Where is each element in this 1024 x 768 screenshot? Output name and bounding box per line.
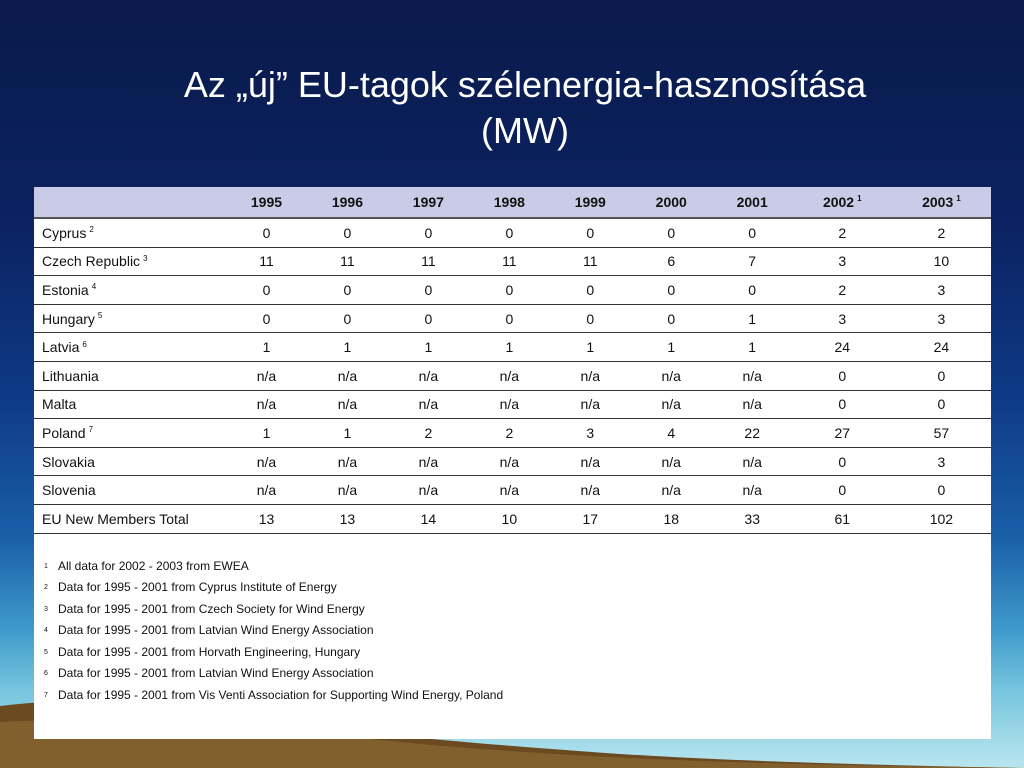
year-label: 1996 bbox=[331, 194, 363, 210]
footnote-text: Data for 1995 - 2001 from Latvian Wind Energy Association bbox=[58, 623, 374, 638]
year-label: 2003 bbox=[922, 194, 954, 210]
value-cell: 11 bbox=[388, 247, 469, 276]
table-row bbox=[34, 361, 991, 390]
footnote-marker: 4 bbox=[44, 627, 48, 635]
value-cell: 0 bbox=[892, 476, 991, 505]
value-cell: 1 bbox=[712, 333, 793, 362]
footnote-text: Data for 1995 - 2001 from Czech Society for Wind Energy bbox=[58, 601, 365, 616]
value-cell: 0 bbox=[388, 304, 469, 333]
table-header-year bbox=[631, 187, 712, 218]
footnote-marker: 6 bbox=[82, 339, 87, 349]
value-cell: 0 bbox=[892, 390, 991, 419]
value-cell: 13 bbox=[307, 504, 388, 533]
footnote-marker: 1 bbox=[44, 562, 48, 570]
value-cell: 0 bbox=[307, 304, 388, 333]
value-cell: 0 bbox=[631, 304, 712, 333]
value-cell: 0 bbox=[712, 276, 793, 305]
table-row bbox=[34, 447, 991, 476]
value-cell: 0 bbox=[469, 304, 550, 333]
value-cell: n/a bbox=[631, 361, 712, 390]
country-name: Malta bbox=[42, 396, 77, 413]
value-cell: n/a bbox=[388, 447, 469, 476]
value-cell: 2 bbox=[892, 218, 991, 247]
value-cell: 1 bbox=[226, 333, 307, 362]
table-row bbox=[34, 247, 991, 276]
footnote-text: All data for 2002 - 2003 from EWEA bbox=[58, 558, 249, 573]
value-cell: 0 bbox=[550, 276, 631, 305]
country-name: Estonia bbox=[42, 281, 89, 298]
table-row bbox=[34, 333, 991, 362]
value-cell: 24 bbox=[793, 333, 892, 362]
slide-title-line-2: (MW) bbox=[481, 110, 569, 151]
value-cell: n/a bbox=[712, 476, 793, 505]
value-cell: 0 bbox=[388, 218, 469, 247]
year-label: 1995 bbox=[250, 194, 283, 210]
table-row bbox=[34, 476, 991, 505]
value-cell: n/a bbox=[307, 447, 388, 476]
year-label: 1998 bbox=[493, 194, 525, 210]
value-cell: 0 bbox=[793, 476, 892, 505]
country-name-cell bbox=[34, 276, 226, 305]
footnote-marker: 1 bbox=[956, 194, 961, 204]
value-cell: 2 bbox=[388, 419, 469, 448]
value-cell: n/a bbox=[712, 390, 793, 419]
value-cell: n/a bbox=[388, 361, 469, 390]
value-cell: 0 bbox=[307, 276, 388, 305]
value-cell: 0 bbox=[631, 276, 712, 305]
value-cell: 33 bbox=[712, 504, 793, 533]
value-cell: 0 bbox=[469, 276, 550, 305]
table-header-country bbox=[34, 187, 226, 218]
value-cell: n/a bbox=[631, 390, 712, 419]
year-label: 1997 bbox=[412, 194, 444, 210]
table-header-year bbox=[469, 187, 550, 218]
footnote bbox=[44, 556, 991, 578]
table-header-year bbox=[307, 187, 388, 218]
country-name: Slovakia bbox=[42, 453, 95, 470]
year-label: 2000 bbox=[655, 194, 687, 210]
table-header-year bbox=[226, 187, 307, 218]
value-cell: 1 bbox=[550, 333, 631, 362]
country-name-cell bbox=[34, 476, 226, 505]
country-name-cell bbox=[34, 333, 226, 362]
table-header-year bbox=[793, 187, 892, 218]
value-cell: 3 bbox=[793, 304, 892, 333]
footnote bbox=[44, 663, 991, 685]
value-cell: 102 bbox=[892, 504, 991, 533]
value-cell: 0 bbox=[226, 304, 307, 333]
footnote bbox=[44, 599, 991, 621]
footnote-marker: 5 bbox=[97, 310, 103, 320]
value-cell: 0 bbox=[793, 447, 892, 476]
value-cell: 0 bbox=[550, 304, 631, 333]
value-cell: n/a bbox=[388, 390, 469, 419]
value-cell: 3 bbox=[892, 447, 991, 476]
table-header-year bbox=[712, 187, 793, 218]
footnote-marker: 5 bbox=[44, 648, 48, 656]
value-cell: n/a bbox=[469, 361, 550, 390]
country-name: Latvia bbox=[42, 339, 80, 356]
value-cell: 2 bbox=[793, 276, 892, 305]
country-name-cell bbox=[34, 419, 226, 448]
table-row bbox=[34, 218, 991, 247]
value-cell: 13 bbox=[226, 504, 307, 533]
value-cell: 0 bbox=[712, 218, 793, 247]
footnote-marker: 7 bbox=[44, 691, 48, 699]
country-name: Poland bbox=[42, 424, 86, 441]
value-cell: n/a bbox=[469, 390, 550, 419]
table-header-year bbox=[550, 187, 631, 218]
value-cell: 0 bbox=[388, 276, 469, 305]
country-name: EU New Members Total bbox=[42, 510, 189, 527]
value-cell: 3 bbox=[892, 304, 991, 333]
value-cell: 1 bbox=[469, 333, 550, 362]
value-cell: n/a bbox=[550, 447, 631, 476]
footnote-marker: 4 bbox=[91, 282, 97, 292]
value-cell: n/a bbox=[550, 361, 631, 390]
value-cell: 2 bbox=[793, 218, 892, 247]
year-label: 2001 bbox=[736, 194, 768, 210]
country-name: Czech Republic bbox=[42, 253, 141, 270]
footnotes bbox=[34, 534, 991, 707]
footnote-text: Data for 1995 - 2001 from Horvath Engineering, Hungary bbox=[58, 644, 361, 659]
value-cell: 11 bbox=[226, 247, 307, 276]
value-cell: 18 bbox=[631, 504, 712, 533]
value-cell: 0 bbox=[307, 218, 388, 247]
footnote-text: Data for 1995 - 2001 from Cyprus Institute of Energy bbox=[58, 580, 337, 595]
table-header-year bbox=[892, 187, 991, 218]
footnote-marker: 2 bbox=[44, 584, 48, 592]
slide-title bbox=[60, 62, 990, 154]
value-cell: n/a bbox=[712, 447, 793, 476]
value-cell: 0 bbox=[793, 390, 892, 419]
footnote-marker: 3 bbox=[44, 605, 48, 613]
value-cell: 0 bbox=[892, 361, 991, 390]
value-cell: 24 bbox=[892, 333, 991, 362]
value-cell: 7 bbox=[712, 247, 793, 276]
value-cell: n/a bbox=[550, 390, 631, 419]
footnote bbox=[44, 577, 991, 599]
value-cell: n/a bbox=[469, 476, 550, 505]
value-cell: 0 bbox=[550, 218, 631, 247]
country-name-cell bbox=[34, 361, 226, 390]
value-cell: 1 bbox=[307, 419, 388, 448]
table-panel bbox=[34, 187, 991, 739]
country-name-cell bbox=[34, 390, 226, 419]
slide-title-line-1: Az „új” EU-tagok szélenergia-hasznosítása bbox=[183, 64, 867, 105]
value-cell: 22 bbox=[712, 419, 793, 448]
value-cell: n/a bbox=[307, 476, 388, 505]
country-name-cell bbox=[34, 304, 226, 333]
value-cell: n/a bbox=[307, 361, 388, 390]
value-cell: n/a bbox=[226, 361, 307, 390]
table-row bbox=[34, 504, 991, 533]
value-cell: 1 bbox=[631, 333, 712, 362]
value-cell: 17 bbox=[550, 504, 631, 533]
value-cell: n/a bbox=[712, 361, 793, 390]
value-cell: 3 bbox=[550, 419, 631, 448]
value-cell: 1 bbox=[388, 333, 469, 362]
country-name-cell bbox=[34, 447, 226, 476]
value-cell: 11 bbox=[550, 247, 631, 276]
country-name-cell bbox=[34, 218, 226, 247]
value-cell: 61 bbox=[793, 504, 892, 533]
year-label: 1999 bbox=[574, 194, 606, 210]
country-name: Lithuania bbox=[42, 367, 99, 384]
table-body bbox=[34, 218, 991, 533]
table-row bbox=[34, 276, 991, 305]
footnote bbox=[44, 685, 991, 707]
footnote-marker: 7 bbox=[88, 425, 94, 435]
value-cell: 57 bbox=[892, 419, 991, 448]
value-cell: 1 bbox=[307, 333, 388, 362]
table-row bbox=[34, 419, 991, 448]
footnote-marker: 3 bbox=[143, 253, 148, 263]
value-cell: n/a bbox=[631, 476, 712, 505]
year-label: 2002 bbox=[822, 194, 855, 210]
footnote-text: Data for 1995 - 2001 from Latvian Wind Energy Association bbox=[58, 666, 374, 681]
value-cell: n/a bbox=[550, 476, 631, 505]
table-header-year bbox=[388, 187, 469, 218]
table-row bbox=[34, 304, 991, 333]
table-header-row bbox=[34, 187, 991, 218]
value-cell: n/a bbox=[307, 390, 388, 419]
footnote bbox=[44, 642, 991, 664]
value-cell: 14 bbox=[388, 504, 469, 533]
value-cell: 11 bbox=[469, 247, 550, 276]
country-name: Slovenia bbox=[42, 482, 96, 499]
country-name: Cyprus bbox=[42, 224, 87, 241]
value-cell: 0 bbox=[631, 218, 712, 247]
footnote-marker: 2 bbox=[89, 225, 94, 235]
country-name-cell bbox=[34, 247, 226, 276]
wind-capacity-table bbox=[34, 187, 991, 534]
value-cell: 3 bbox=[892, 276, 991, 305]
value-cell: 1 bbox=[226, 419, 307, 448]
value-cell: n/a bbox=[226, 447, 307, 476]
value-cell: n/a bbox=[226, 476, 307, 505]
footnote-marker: 6 bbox=[44, 670, 48, 678]
footnote bbox=[44, 620, 991, 642]
value-cell: n/a bbox=[226, 390, 307, 419]
value-cell: 2 bbox=[469, 419, 550, 448]
value-cell: 0 bbox=[226, 276, 307, 305]
footnote-text: Data for 1995 - 2001 from Vis Venti Association for Supporting Wind Energy, Poland bbox=[58, 687, 504, 702]
value-cell: 0 bbox=[226, 218, 307, 247]
country-name-cell bbox=[34, 504, 226, 533]
footnote-marker: 1 bbox=[857, 194, 862, 204]
value-cell: 0 bbox=[469, 218, 550, 247]
value-cell: 27 bbox=[793, 419, 892, 448]
value-cell: 0 bbox=[793, 361, 892, 390]
value-cell: n/a bbox=[631, 447, 712, 476]
value-cell: 10 bbox=[892, 247, 991, 276]
value-cell: n/a bbox=[388, 476, 469, 505]
country-name: Hungary bbox=[42, 310, 95, 327]
value-cell: 11 bbox=[307, 247, 388, 276]
value-cell: 10 bbox=[469, 504, 550, 533]
value-cell: 4 bbox=[631, 419, 712, 448]
value-cell: 1 bbox=[712, 304, 793, 333]
value-cell: n/a bbox=[469, 447, 550, 476]
value-cell: 6 bbox=[631, 247, 712, 276]
table-row bbox=[34, 390, 991, 419]
value-cell: 3 bbox=[793, 247, 892, 276]
